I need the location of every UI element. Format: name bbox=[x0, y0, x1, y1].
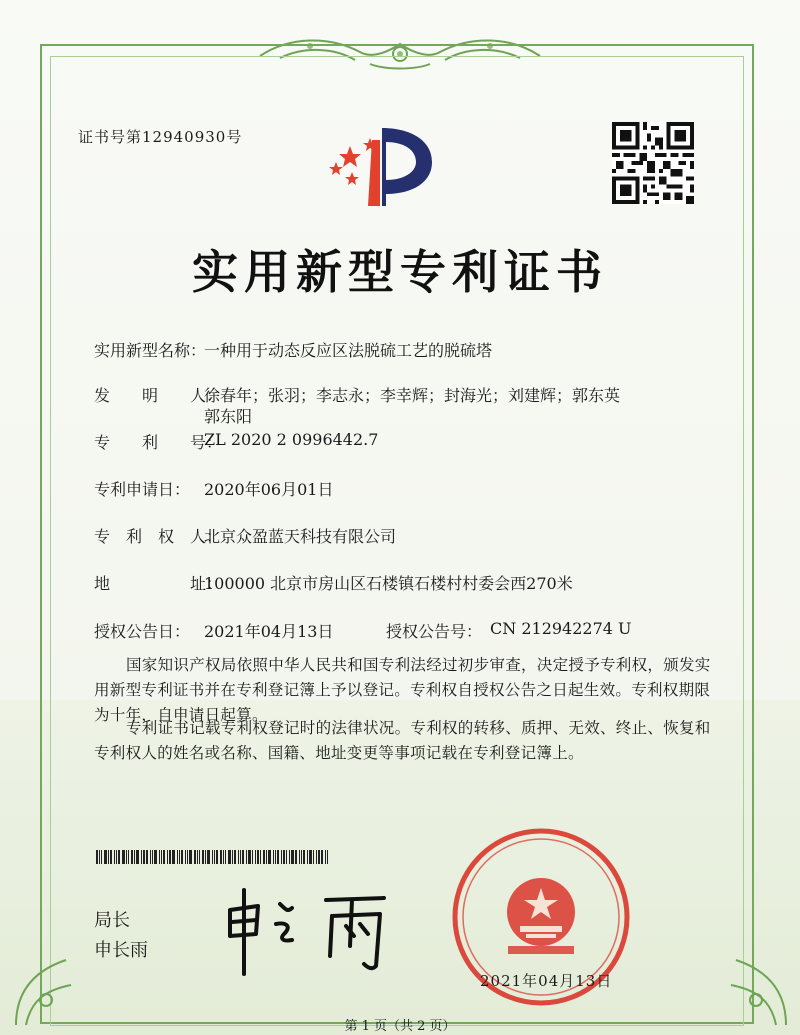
barcode-bar bbox=[126, 850, 127, 864]
legal-paragraph-1: 国家知识产权局依照中华人民共和国专利法经过初步审查，决定授予专利权，颁发实用新型专利证书并在专利登记簿上予以登记。专利权自授权公告之日起生效。专利权期限为十年，自申请日起算。 bbox=[94, 656, 711, 724]
barcode-bar bbox=[194, 850, 196, 864]
grant-date-label: 授权公告日： bbox=[94, 622, 191, 641]
barcode-bar bbox=[277, 850, 279, 864]
barcode-bar bbox=[207, 850, 210, 864]
barcode-bar bbox=[281, 850, 282, 864]
barcode-bar bbox=[321, 850, 323, 864]
handwritten-signature bbox=[222, 886, 392, 978]
barcode-bar bbox=[240, 850, 241, 864]
barcode-bar bbox=[169, 850, 171, 864]
seal-date: 2021年04月13日 bbox=[480, 972, 613, 990]
signatory-name: 申长雨 bbox=[94, 940, 148, 961]
barcode-bar bbox=[325, 850, 326, 864]
barcode-bar bbox=[134, 850, 135, 864]
barcode-bar bbox=[299, 850, 300, 864]
address-label: 地 址： bbox=[94, 574, 223, 593]
barcode-bar bbox=[309, 850, 312, 864]
patentee-value: 北京众盈蓝天科技有限公司 bbox=[204, 527, 397, 546]
patent-number-label: 专 利 号： bbox=[94, 433, 223, 452]
barcode-bar bbox=[248, 850, 251, 864]
barcode-bar bbox=[131, 850, 133, 864]
barcode-bar bbox=[303, 850, 305, 864]
barcode-bar bbox=[128, 850, 129, 864]
utility-model-name-value: 一种用于动态反应区法脱硫工艺的脱硫塔 bbox=[204, 341, 493, 360]
barcode-bar bbox=[275, 850, 276, 864]
barcode-bar bbox=[220, 850, 222, 864]
barcode-bar bbox=[225, 850, 226, 864]
certificate-number: 证书号第12940930号 bbox=[78, 128, 243, 146]
qr-code bbox=[612, 122, 694, 204]
barcode-bar bbox=[289, 850, 290, 864]
barcode-bar bbox=[257, 850, 259, 864]
barcode-bar bbox=[143, 850, 145, 864]
barcode-bar bbox=[146, 850, 148, 864]
barcode-bar bbox=[255, 850, 256, 864]
inventors-value-line1: 徐春年；张羽；李志永；李幸辉；封海光；刘建辉；郭东英 bbox=[204, 386, 621, 405]
legal-paragraph-2: 专利证书记载专利权登记时的法律状况。专利权的转移、质押、无效、终止、恢复和专利权人的姓名或名称、国籍、地址变更等事项记载在专利登记簿上。 bbox=[94, 719, 711, 762]
barcode-bar bbox=[313, 850, 314, 864]
barcode-bar bbox=[108, 850, 109, 864]
utility-model-name-label: 实用新型名称： bbox=[94, 341, 207, 360]
grant-number-value: CN 212942274 U bbox=[490, 619, 632, 638]
filing-date-value: 2020年06月01日 bbox=[204, 480, 334, 499]
barcode-bar bbox=[283, 850, 285, 864]
barcode-bar bbox=[295, 850, 297, 864]
barcode-bar bbox=[286, 850, 287, 864]
barcode-bar bbox=[268, 850, 271, 864]
barcode-bar bbox=[318, 850, 320, 864]
barcode-bar bbox=[163, 850, 165, 864]
barcode-bar bbox=[159, 850, 160, 864]
barcode-bar bbox=[199, 850, 200, 864]
barcode-bar bbox=[136, 850, 139, 864]
barcode-bar bbox=[161, 850, 162, 864]
barcode-bar bbox=[242, 850, 244, 864]
patent-office-logo bbox=[320, 110, 450, 210]
barcode-bar bbox=[232, 850, 233, 864]
barcode-bar bbox=[301, 850, 302, 864]
barcode-bar bbox=[154, 850, 157, 864]
barcode-bar bbox=[179, 850, 180, 864]
barcode-bar bbox=[96, 850, 98, 864]
inventors-label: 发 明 人： bbox=[94, 386, 223, 405]
barcode-bar bbox=[327, 850, 328, 864]
page-title: 实用新型专利证书 bbox=[192, 245, 608, 299]
barcode-bar bbox=[234, 850, 236, 864]
grant-date-value: 2021年04月13日 bbox=[204, 622, 334, 641]
barcode bbox=[96, 850, 388, 864]
patent-number-value: ZL 2020 2 0996442.7 bbox=[204, 430, 379, 449]
address-value: 100000 北京市房山区石楼镇石楼村村委会西270米 bbox=[204, 574, 573, 593]
barcode-bar bbox=[307, 850, 308, 864]
barcode-bar bbox=[114, 850, 115, 864]
barcode-bar bbox=[228, 850, 231, 864]
patentee-label: 专 利 权 人： bbox=[94, 527, 223, 546]
barcode-bar bbox=[172, 850, 175, 864]
barcode-bar bbox=[216, 850, 218, 864]
barcode-bar bbox=[185, 850, 186, 864]
barcode-bar bbox=[246, 850, 247, 864]
barcode-bar bbox=[238, 850, 239, 864]
barcode-bar bbox=[273, 850, 274, 864]
page-number: 第 1 页（共 2 页） bbox=[344, 1019, 456, 1034]
inventors-value-line2: 郭东阳 bbox=[204, 407, 253, 426]
barcode-bar bbox=[266, 850, 267, 864]
barcode-bar bbox=[189, 850, 192, 864]
grant-number-label: 授权公告号： bbox=[386, 622, 483, 641]
barcode-bar bbox=[214, 850, 215, 864]
barcode-bar bbox=[252, 850, 253, 864]
barcode-bar bbox=[141, 850, 142, 864]
barcode-bar bbox=[152, 850, 153, 864]
filing-date-label: 专利申请日： bbox=[94, 480, 191, 499]
barcode-bar bbox=[122, 850, 125, 864]
barcode-bar bbox=[118, 850, 120, 864]
barcode-bar bbox=[104, 850, 107, 864]
barcode-bar bbox=[110, 850, 112, 864]
barcode-bar bbox=[167, 850, 168, 864]
barcode-bar bbox=[316, 850, 317, 864]
barcode-bar bbox=[116, 850, 117, 864]
barcode-bar bbox=[101, 850, 102, 864]
barcode-bar bbox=[212, 850, 213, 864]
barcode-bar bbox=[197, 850, 198, 864]
barcode-bar bbox=[205, 850, 206, 864]
barcode-bar bbox=[260, 850, 261, 864]
barcode-bar bbox=[291, 850, 294, 864]
barcode-bar bbox=[150, 850, 151, 864]
barcode-bar bbox=[187, 850, 188, 864]
barcode-bar bbox=[177, 850, 178, 864]
barcode-bar bbox=[202, 850, 204, 864]
barcode-bar bbox=[99, 850, 100, 864]
barcode-bar bbox=[181, 850, 183, 864]
barcode-bar bbox=[223, 850, 224, 864]
barcode-bar bbox=[263, 850, 265, 864]
signatory-title: 局长 bbox=[94, 910, 130, 931]
